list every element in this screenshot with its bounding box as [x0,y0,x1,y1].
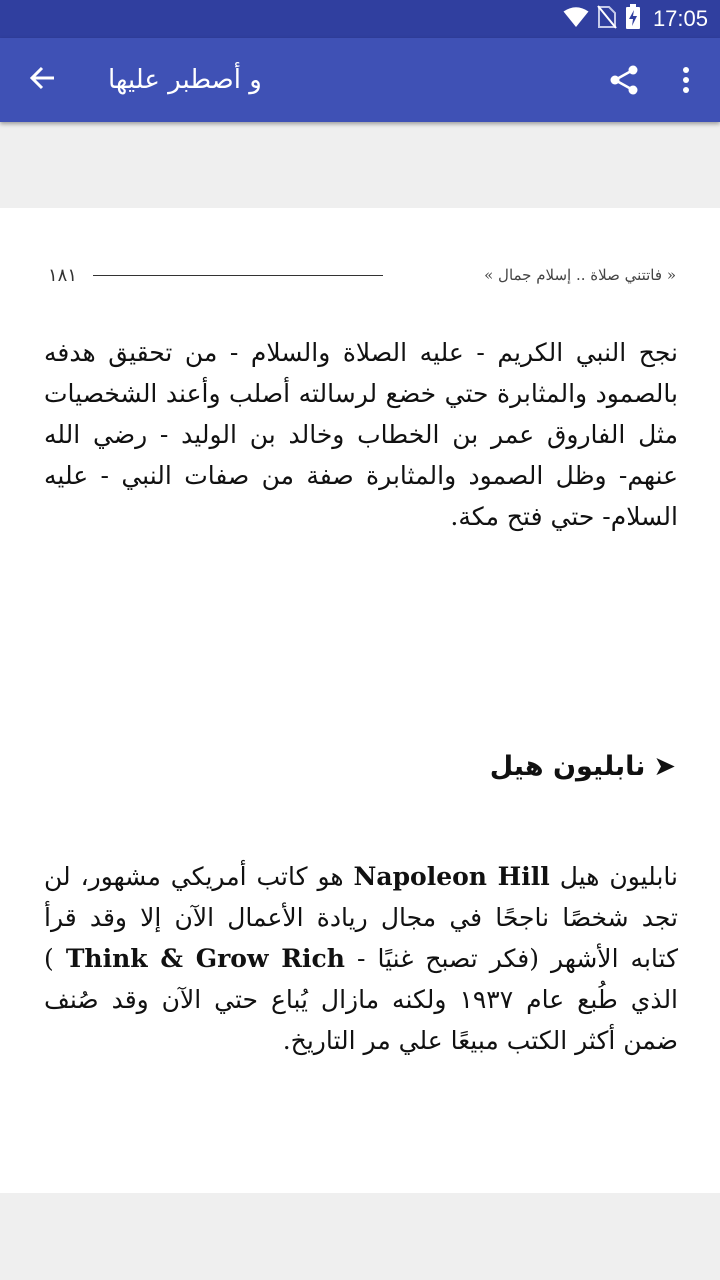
share-icon [608,64,640,100]
latin-name-napoleon-hill: Napoleon Hill [353,862,550,891]
no-sim-icon [597,5,617,33]
section-heading [490,751,676,782]
running-header [48,260,676,290]
app-bar [0,38,720,122]
back-button[interactable] [20,58,64,102]
paragraph-2-part-3: ) الذي طُبع عام ١٩٣٧ ولكنه مازال يُباع حتي الآن وقد صُنف ضمن أكثر الكتب مبيعًا علي مر التاريخ. [44,944,679,1055]
latin-title-think-grow-rich: Think & Grow Rich [65,944,345,973]
share-button[interactable] [602,60,646,104]
more-options-button[interactable] [666,60,706,104]
page-number: ١٨١ [48,264,78,286]
paragraph-2-part-1: نابليون هيل [559,862,678,891]
status-bar [0,0,720,38]
paragraph-2 [44,856,678,1061]
header-rule [93,275,383,276]
wifi-icon [563,6,589,32]
arrow-bullet-icon: ➤ [653,751,676,782]
more-vert-icon [682,66,690,98]
back-arrow-icon [28,64,56,96]
book-page[interactable] [0,208,720,1193]
battery-charging-icon [625,4,641,34]
app-bar-title: و أصطبر عليها [108,65,262,95]
paragraph-2-part-2: هو كاتب أمريكي مشهور، لن تجد شخصًا ناجحًا في مجال ريادة الأعمال الآن إلا وقد قرأ كتابه الأشهر (فكر تصبح غنيًا - [44,862,678,973]
section-heading-text: نابليون هيل [489,751,646,782]
paragraph-1: نجح النبي الكريم - عليه الصلاة والسلام - من تحقيق هدفه بالصمود والمثابرة حتي خضع لرسالته أصلب وأعند الشخصيات مثل الفاروق عمر بن الخطاب وخالد بن الوليد - رضي الله عنهم- وظل الصمود والمثابرة صفة من صفات النبي - عليه السلام- حتي فتح مكة. [44,338,679,531]
status-time: 17:05 [652,6,708,31]
running-header-title: « فاتتني صلاة .. إسلام جمال » [484,266,676,284]
status-icons [563,0,708,38]
